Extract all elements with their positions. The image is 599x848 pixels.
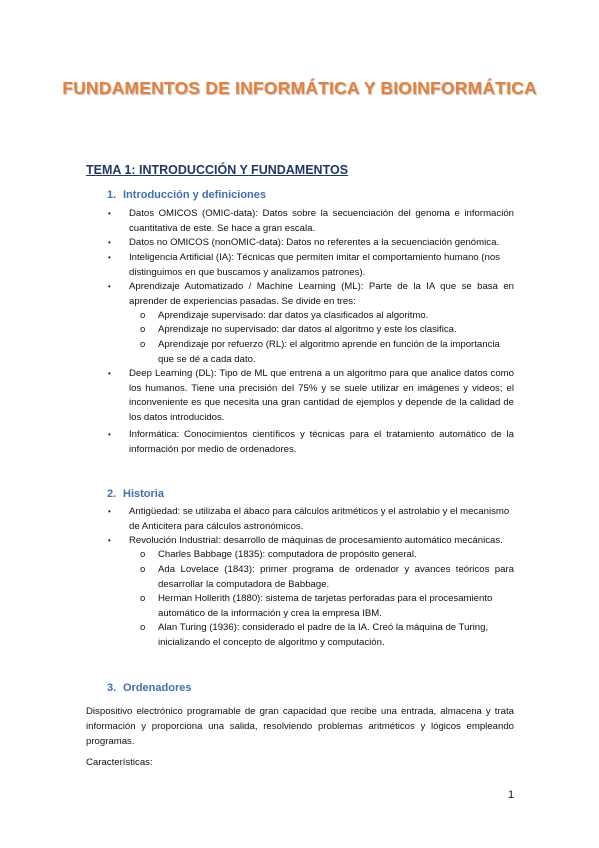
bullet-marker: • (108, 282, 111, 291)
tema-title: TEMA 1: INTRODUCCIÓN Y FUNDAMENTOS (86, 163, 349, 177)
document-title: FUNDAMENTOS DE INFORMÁTICA Y BIOINFORMÁTICA (62, 78, 537, 98)
bullet-marker: • (108, 238, 111, 247)
page-number: 1 (508, 789, 515, 801)
list-item-deep-learning (108, 367, 514, 425)
list-item-antiguedad (108, 505, 514, 534)
list-item-text: Antigüedad: se utilizaba el ábaco para cálculos aritméticos y el astrolabio y el mecanismo de Anticitera para cálculos astronómicos. (129, 506, 510, 532)
sublist-item-text: Ada Lovelace (1843): primer programa de ordenador y avances teóricos para desarrollar la computadora de Babbage. (158, 564, 514, 590)
sublist-item-text: Charles Babbage (1835): computadora de propósito general. (158, 549, 417, 560)
sublist-item-supervisado (140, 309, 514, 324)
section-heading-historia (107, 488, 164, 500)
section-title: Ordenadores (123, 682, 192, 694)
sublist-item-text: Aprendizaje no supervisado: dar datos al algoritmo y este los clasifica. (158, 324, 457, 335)
bullet-marker: • (108, 507, 111, 516)
list-item-ia (108, 251, 514, 280)
list-item-text: Datos no OMICOS (nonOMIC-data): Datos no referentes a la secuenciación genómica. (129, 237, 500, 248)
list-item-text: Informática: Conocimientos científicos y técnicas para el tratamiento automático de la información por medio de ordenadores. (129, 429, 514, 455)
list-item-machine-learning (108, 280, 514, 309)
section-heading-ordenadores (107, 682, 191, 694)
sublist-item-babbage (140, 548, 514, 563)
list-item-text: Aprendizaje Automatizado / Machine Learning (ML): Parte de la IA que se basa en aprender de experiencias pasadas. Se divide en tres: (129, 281, 514, 307)
list-item-text: Inteligencia Artificial (IA): Técnicas que permiten imitar el comportamiento humano (nos distinguimos en que buscamos y analizamos patrones). (129, 252, 500, 278)
bullet-marker: • (108, 209, 111, 218)
sub-bullet-marker: o (140, 564, 146, 575)
sublist-item-text: Herman Hollerith (1880): sistema de tarjetas perforadas para el procesamiento automático de la información y crea la empresa IBM. (158, 593, 493, 619)
sublist-item-lovelace (140, 563, 514, 592)
sublist-item-turing (140, 621, 514, 650)
bullet-marker: • (108, 536, 111, 545)
bullet-marker: • (108, 253, 111, 262)
sublist-item-no-supervisado (140, 323, 514, 338)
bullet-marker: • (108, 369, 111, 378)
list-item-omic-data (108, 207, 514, 236)
section-title: Historia (123, 488, 164, 500)
caracteristicas-label: Características: (86, 757, 153, 768)
sublist-item-text: Alan Turing (1936): considerado el padre de la IA. Creó la máquina de Turing, inicializando el concepto de algoritmo y computación. (158, 622, 489, 648)
list-item-text: Revolución Industrial: desarrollo de máquinas de procesamiento automático mecánicas. (129, 535, 503, 546)
section-number: 2. (107, 488, 117, 500)
list-item-text: Datos OMICOS (OMIC-data): Datos sobre la secuenciación del genoma e información cuantitativa de este. Se hace a gran escala. (129, 208, 514, 234)
list-item-informatica (108, 428, 514, 457)
sub-bullet-marker: o (140, 622, 146, 633)
sublist-item-refuerzo (140, 338, 514, 367)
sublist-item-text: Aprendizaje supervisado: dar datos ya clasificados al algoritmo. (158, 310, 429, 321)
ordenadores-paragraph: Dispositivo electrónico programable de gran capacidad que recibe una entrada, almacena y trata información y proporciona una salida, resolviendo problemas aritméticos y lógicos empleando programas. (86, 706, 514, 747)
section-title: Introducción y definiciones (123, 189, 267, 201)
list-item-text: Deep Learning (DL): Tipo de ML que entrena a un algoritmo para que analice datos como los humanos. Tiene una precisión del 75% y se suele utilizar en imágenes y videos; el inconveniente es que necesita una gran cantidad de ejemplos y depende de la calidad de los datos introducidos. (129, 368, 514, 423)
section-number: 1. (107, 189, 117, 201)
bullet-marker: • (108, 430, 111, 439)
sub-bullet-marker: o (140, 310, 146, 321)
sublist-item-text: Aprendizaje por refuerzo (RL): el algoritmo aprende en función de la importancia que se dé a cada dato. (158, 339, 500, 365)
sub-bullet-marker: o (140, 549, 146, 560)
sub-bullet-marker: o (140, 593, 146, 604)
list-item-revolucion-industrial (108, 534, 514, 549)
section-heading-introduccion (107, 189, 266, 201)
section-number: 3. (107, 682, 117, 694)
sub-bullet-marker: o (140, 339, 146, 350)
sublist-item-hollerith (140, 592, 514, 621)
list-item-nonomic-data (108, 236, 514, 251)
sub-bullet-marker: o (140, 324, 146, 335)
